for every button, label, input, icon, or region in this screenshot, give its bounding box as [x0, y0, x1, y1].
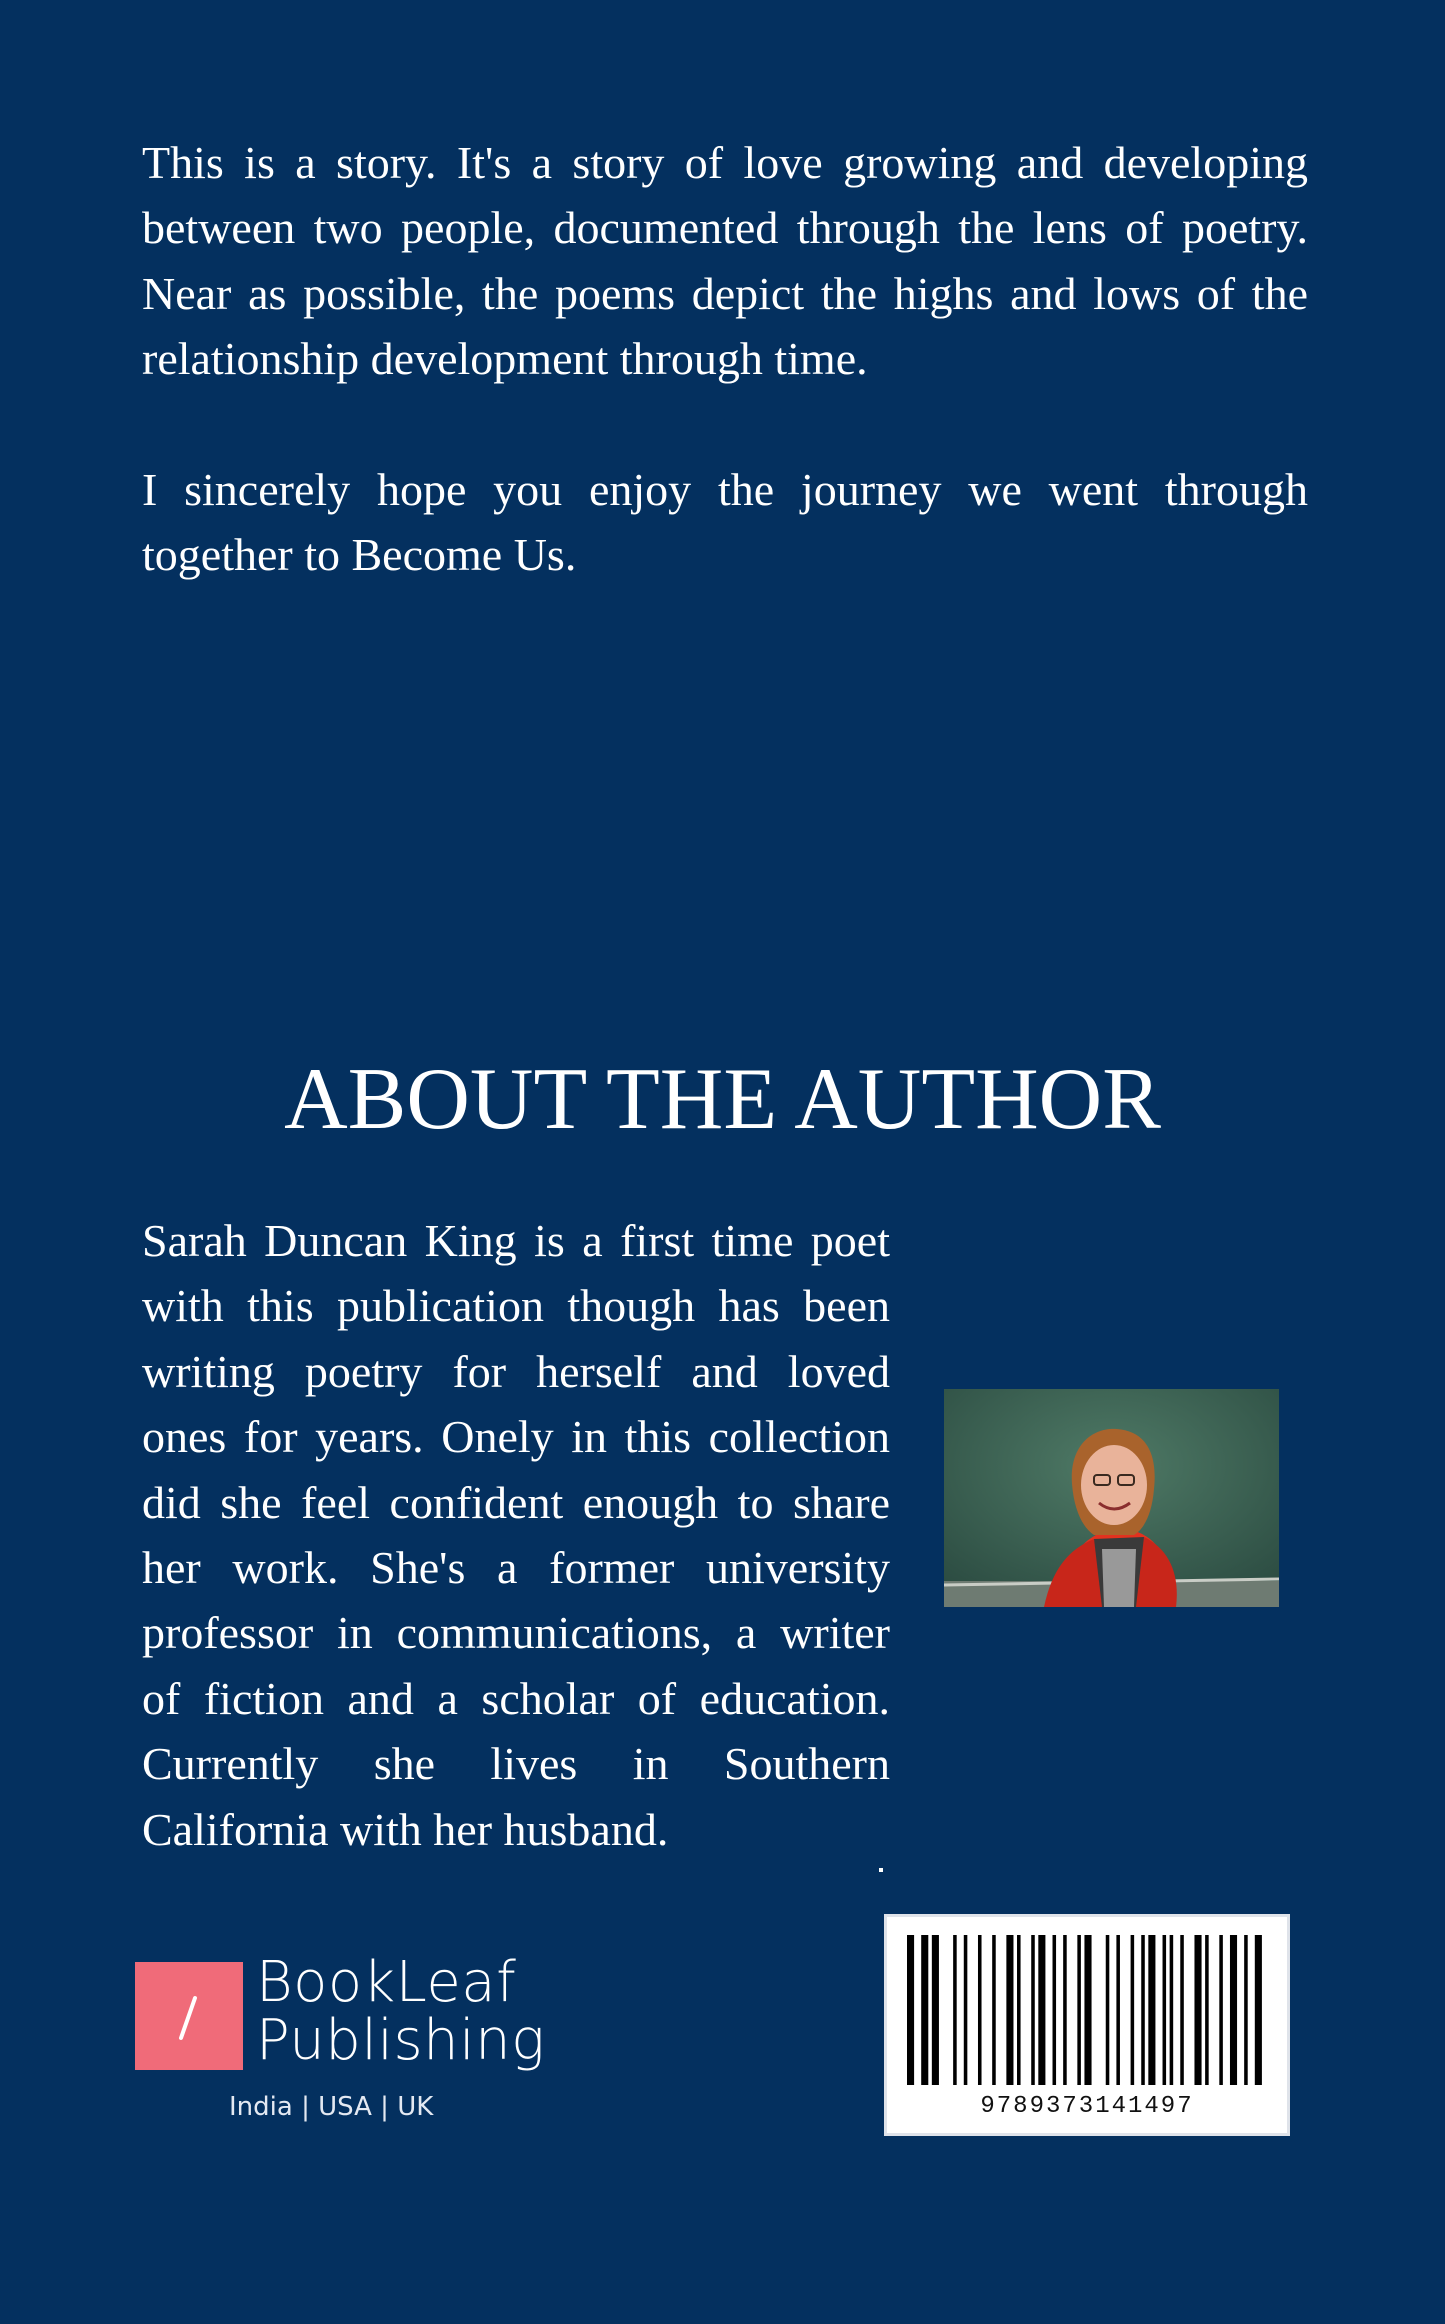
- author-photo: [944, 1389, 1279, 1607]
- barcode-bar: [1063, 1935, 1067, 2085]
- back-cover-blurb: [142, 130, 1308, 652]
- publisher-logo-icon: [135, 1962, 243, 2070]
- barcode-bars: [907, 1935, 1269, 2085]
- publisher-name-line-2: Publishing: [256, 2008, 546, 2073]
- barcode-bar: [1031, 1935, 1035, 2085]
- blurb-paragraph-1: This is a story. It's a story of love growing and developing between two people, documented through the lens of poetry. Near as possible, the poems depict the highs and lows of the relationship development through time.: [142, 137, 1308, 385]
- barcode-bar: [1053, 1935, 1057, 2085]
- isbn-number: 9789373141497: [980, 2093, 1194, 2120]
- blurb-paragraph-2: I sincerely hope you enjoy the journey we went through together to Become Us.: [142, 463, 1308, 581]
- barcode-bar: [1255, 1935, 1262, 2085]
- publisher-name-line-1: BookLeaf: [256, 1950, 517, 2015]
- about-author-heading: ABOUT THE AUTHOR: [284, 1051, 1161, 1148]
- barcode-bar: [1194, 1935, 1201, 2085]
- barcode-bar: [1084, 1935, 1091, 2085]
- barcode-bar: [964, 1935, 968, 2085]
- barcode-bar: [1163, 1935, 1167, 2085]
- barcode-bar: [1180, 1935, 1184, 2085]
- barcode-bar: [1116, 1935, 1120, 2085]
- isbn-barcode: [884, 1914, 1290, 2136]
- barcode-bar: [1219, 1935, 1223, 2085]
- author-photo-image: [944, 1389, 1279, 1607]
- author-bio: Sarah Duncan King is a first time poet with this publication though has been writing poetry for herself and loved ones for years. Onely in this collection did she feel confident enough to share her work. She's a former university professor in communications, a writer of fiction and a scholar of education. Currently she lives in Southern California with her husband.: [142, 1215, 890, 1855]
- barcode-bar: [921, 1935, 928, 2085]
- barcode-bar: [1106, 1935, 1110, 2085]
- barcode-bar: [992, 1935, 996, 2085]
- barcode-bar: [1205, 1935, 1209, 2085]
- stray-dot: [879, 1868, 883, 1872]
- barcode-bar: [1131, 1935, 1135, 2085]
- publisher-regions: India | USA | UK: [229, 2092, 434, 2122]
- barcode-bar: [1148, 1935, 1155, 2085]
- barcode-bar: [953, 1935, 957, 2085]
- barcode-bar: [1244, 1935, 1248, 2085]
- barcode-bar: [932, 1935, 939, 2085]
- barcode-bar: [1170, 1935, 1174, 2085]
- barcode-bar: [1077, 1935, 1081, 2085]
- barcode-bar: [1141, 1935, 1145, 2085]
- barcode-bar: [1230, 1935, 1237, 2085]
- publisher-name: [256, 1950, 546, 2073]
- barcode-bar: [978, 1935, 982, 2085]
- barcode-bar: [1038, 1935, 1045, 2085]
- barcode-bar: [907, 1935, 914, 2085]
- barcode-bar: [1006, 1935, 1013, 2085]
- barcode-bar: [1017, 1935, 1021, 2085]
